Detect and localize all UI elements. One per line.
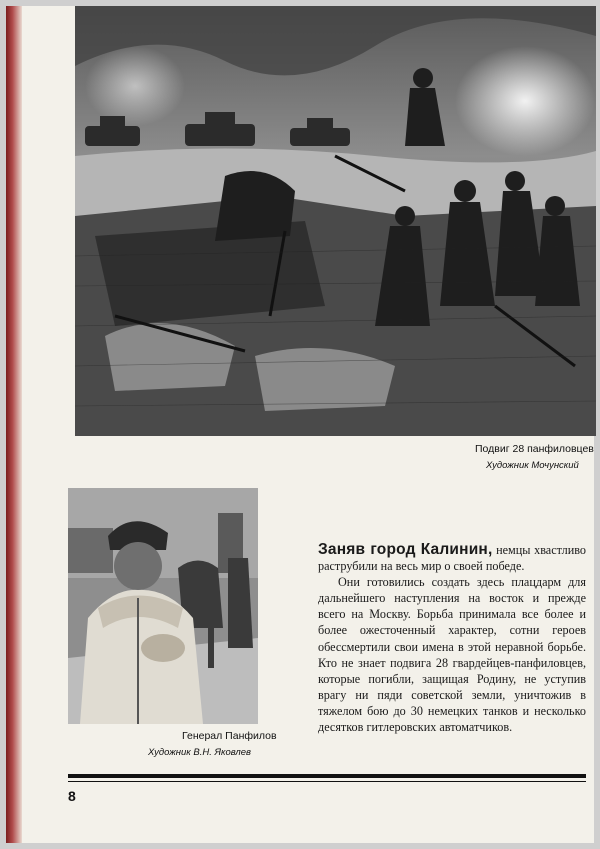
article-lead: Заняв город Калинин,: [318, 541, 493, 558]
top-illustration-caption: Подвиг 28 панфиловцев: [475, 443, 594, 455]
top-illustration-artist: Художник Мочунский: [486, 460, 579, 471]
article-paragraph: Они готовились создать здесь плацдарм для дальнейшего наступления на восток и прежде всего на Москву. Борьба принимала все более и более ожесточенный характер, сотни героев обессмертили свои имена в этой неравной борьбе. Кто не знает подвига 28 гвардейцев-панфиловцев, которые погибли, защищая Родину, не уступив врагу ни пяди советской земли, уничтожив в тяжелом бою до 30 немецких танков и несколько десятков гитлеровских автоматчиков.: [318, 575, 586, 735]
battle-illustration: [75, 6, 596, 436]
portrait-drawing: [68, 488, 258, 724]
page-number: 8: [68, 788, 76, 804]
page-edge-binding: [6, 6, 22, 843]
article-intro: [318, 542, 586, 574]
battle-drawing: [75, 6, 596, 436]
explosion-flash: [455, 46, 595, 156]
left-illustration-caption: Генерал Панфилов: [182, 730, 277, 742]
footer-rule-thin: [68, 781, 586, 782]
footer-rule: [68, 774, 586, 778]
article-lead-rest: немцы хвастливо раструбили на весь мир о своей победе.: [318, 543, 586, 574]
article-text: [318, 542, 586, 735]
left-illustration-artist: Художник В.Н. Яковлев: [148, 747, 251, 758]
panfilov-portrait: [68, 488, 258, 724]
